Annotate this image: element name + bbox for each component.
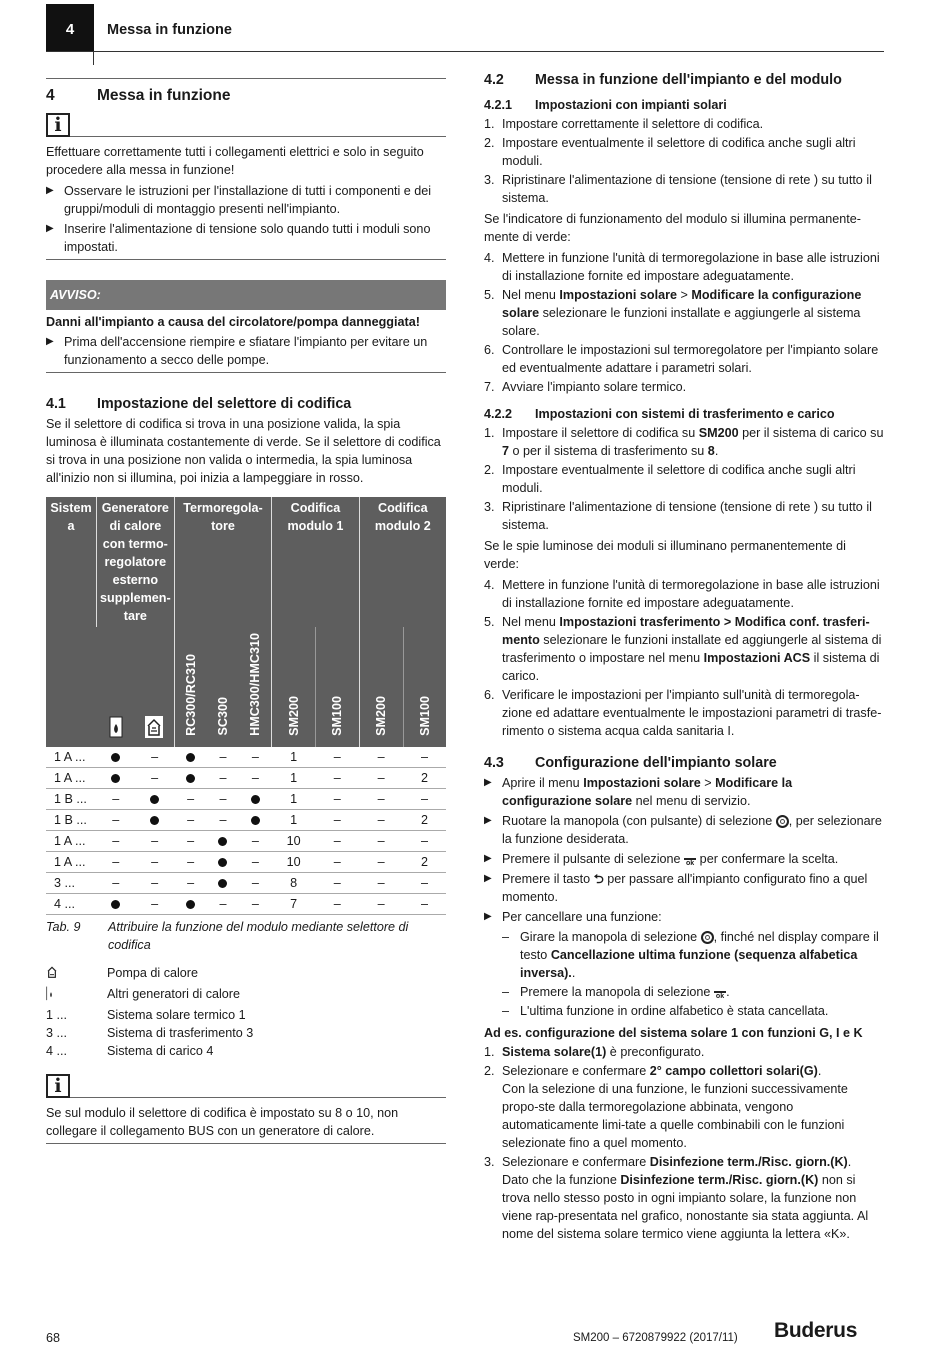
list-item: 6. Controllare le impostazioni sul termoregolatore per l'impianto solare ed eventualmente adattare i parametri solari.: [484, 343, 879, 375]
bullet-arrow-icon: ▶: [484, 911, 492, 922]
filled-dot-icon: [111, 753, 120, 762]
table-cell: –: [174, 789, 207, 810]
filled-dot-icon: [111, 774, 120, 783]
flame-icon: [97, 627, 136, 747]
section-4-2-heading: 4.2 Messa in funzione dell'impianto e del modulo: [484, 72, 842, 88]
table-cell: [239, 789, 272, 810]
table-cell: 1: [272, 789, 316, 810]
table-cell: [207, 831, 239, 852]
section-4-1-text: Se il selettore di codifica si trova in una posizione valida, la spia luminosa è illuminata costantemente di verde. Se il selettore di codifica si trova in una posizione non valida o intermedia, la spia luminosa all'inizio non si illumina, poi inizia a lampeggiare in rosso.: [46, 417, 441, 485]
bullet-arrow-icon: ▶: [484, 873, 492, 884]
paragraph: Se le spie luminose dei moduli si illuminano permanentemente di verde:: [484, 539, 846, 571]
chapter-number: 4: [65, 21, 75, 38]
left-column: [46, 78, 446, 1144]
legend-item: Pompa di calore: [46, 964, 446, 985]
table-cell: 7: [272, 894, 316, 915]
sub-sm100-1: SM100: [315, 627, 359, 747]
list-item: 2. Impostare eventualmente il selettore di codifica anche sugli altri moduli.: [484, 463, 856, 495]
table-cell: –: [359, 894, 403, 915]
table-cell: 10: [272, 852, 316, 873]
heat-pump-icon: [135, 627, 174, 747]
selector-knob-icon: [701, 931, 714, 944]
list-item: 4. Mettere in funzione l'unità di termoregolazione in base alle istruzioni di installazione fornite ed impostare adeguatamente.: [484, 251, 880, 283]
notice-heading: Danni all'impianto a causa del circolatore/pompa danneggiata!: [46, 315, 420, 329]
header-tick: [93, 51, 94, 65]
table-cell: –: [174, 831, 207, 852]
filled-dot-icon: [150, 795, 159, 804]
table-cell: –: [174, 852, 207, 873]
bullet-item: ▶ Premere il pulsante di selezione ok per confermare la scelta.: [484, 852, 839, 867]
table-cell: –: [97, 873, 136, 894]
section-rule: [46, 78, 446, 79]
example-heading: Ad es. configurazione del sistema solare 1 con funzioni G, I e K: [484, 1026, 863, 1040]
bullet-item: ▶ Ruotare la manopola (con pulsante) di selezione , per selezionare la funzione desiderata.: [484, 814, 882, 846]
table-cell: –: [135, 852, 174, 873]
table-cell: –: [315, 873, 359, 894]
section-4-3-heading: 4.3 Configurazione dell'impianto solare: [484, 755, 777, 771]
table-cell: –: [239, 852, 272, 873]
table-cell: –: [97, 852, 136, 873]
flame-icon: [46, 985, 107, 1006]
filled-dot-icon: [111, 900, 120, 909]
cell-sistema: 1 B ...: [46, 810, 97, 831]
filled-dot-icon: [186, 753, 195, 762]
cell-sistema: 4 ...: [46, 894, 97, 915]
table-cell: 8: [272, 873, 316, 894]
bullet-arrow-icon: ▶: [484, 815, 492, 826]
section-4-2-2-heading: 4.2.2 Impostazioni con sistemi di trasferimento e carico: [484, 407, 835, 421]
list-item: 4. Mettere in funzione l'unità di termoregolazione in base alle istruzioni di installazione fornite ed impostare adeguatamente.: [484, 578, 880, 610]
filled-dot-icon: [218, 879, 227, 888]
list-item: 6. Verificare le impostazioni per l'impianto sull'unità di termoregola-zione ed adattare eventualmente le impostazioni parametri di trasfe-rimento o sistema acqua calda sanitaria I.: [484, 688, 882, 738]
table-cell: –: [359, 852, 403, 873]
ok-button-icon: ok: [686, 860, 695, 867]
table-row: [46, 873, 446, 894]
list-item: 1. Sistema solare(1) è preconfigurato.: [484, 1045, 705, 1059]
cell-sistema: 1 A ...: [46, 831, 97, 852]
table-cell: –: [97, 810, 136, 831]
table-cell: –: [239, 768, 272, 789]
dash-item: – Girare la manopola di selezione , finché nel display compare il testo Cancellazione ultima funzione (sequenza alfabetica inversa)..: [502, 930, 879, 980]
table-cell: [174, 747, 207, 768]
table-cell: –: [315, 747, 359, 768]
bullet-item: ▶ Inserire l'alimentazione di tensione solo quando tutti i moduli sono impostati.: [46, 222, 431, 254]
table-cell: –: [239, 831, 272, 852]
table-cell: –: [207, 894, 239, 915]
table-cell: –: [97, 831, 136, 852]
list-item: 3. Selezionare e confermare Disinfezione term./Risc. giorn.(K). Dato che la funzione Disinfezione term./Risc. giorn.(K) non si trova nello stesso posto in ogni impianto solare, la funzione non viene rap-presentata nel grafico, nonostante sia stata aggiunta. Al nome del sistema solare termico viene aggiunta la lettera «K».: [484, 1155, 869, 1241]
list-item: 1. Impostare correttamente il selettore di codifica.: [484, 117, 764, 131]
bullet-arrow-icon: ▶: [46, 223, 54, 234]
sub-sm200-1: SM200: [272, 627, 316, 747]
table-cell: –: [207, 768, 239, 789]
sub-sm200-2: SM200: [359, 627, 403, 747]
list-item: 1. Impostare il selettore di codifica su SM200 per il sistema di carico su 7 o per il sistema di trasferimento su 8.: [484, 426, 884, 458]
table-cell: [97, 747, 136, 768]
info-text: Effettuare correttamente tutti i collegamenti elettrici e solo in seguito procedere alla messa in funzione!: [46, 145, 424, 177]
running-header-title: Messa in funzione: [107, 22, 232, 38]
bullet-item: ▶ Prima dell'accensione riempire e sfiatare l'impianto per evitare un funzionamento a secco delle pompe.: [46, 335, 428, 367]
table-cell: –: [174, 810, 207, 831]
table-cell: –: [359, 810, 403, 831]
coding-table: [46, 497, 446, 915]
table-cell: –: [135, 747, 174, 768]
list-item: 5. Nel menu Impostazioni solare > Modificare la configurazione solare selezionare le funzioni installate e aggiungerle al sistema solare.: [484, 288, 862, 338]
header-rule: [46, 51, 884, 52]
list-item: 2. Impostare eventualmente il selettore di codifica anche sugli altri moduli.: [484, 136, 856, 168]
filled-dot-icon: [218, 858, 227, 867]
table-caption: Tab. 9 Attribuire la funzione del modulo mediante selettore di codifica: [46, 920, 409, 952]
filled-dot-icon: [186, 900, 195, 909]
table-cell: –: [239, 747, 272, 768]
table-cell: –: [207, 810, 239, 831]
bullet-arrow-icon: ▶: [484, 777, 492, 788]
table-row: [46, 894, 446, 915]
dash-item: – Premere la manopola di selezione ok .: [502, 985, 730, 1000]
sub-hmc300: HMC300/HMC310: [239, 627, 272, 747]
table-row: [46, 747, 446, 768]
table-cell: 1: [272, 810, 316, 831]
table-cell: –: [359, 873, 403, 894]
filled-dot-icon: [186, 774, 195, 783]
dash-item: – L'ultima funzione in ordine alfabetico è stata cancellata.: [502, 1004, 829, 1018]
table-cell: –: [403, 789, 446, 810]
table-cell: –: [135, 831, 174, 852]
notice-label: AVVISO:: [46, 280, 446, 310]
filled-dot-icon: [251, 795, 260, 804]
list-item: 2. Selezionare e confermare 2° campo collettori solari(G). Con la selezione di una funzione, le funzioni successivamente propo-ste dalla termoregolazione abbinata, vengono automaticamente limi-tate a quelle combinabili con le funzioni selezionate fino a quel momento.: [484, 1064, 848, 1150]
table-cell: –: [359, 789, 403, 810]
table-cell: –: [403, 873, 446, 894]
cell-sistema: 1 A ...: [46, 768, 97, 789]
table-row: [46, 831, 446, 852]
table-cell: [207, 852, 239, 873]
bullet-item: ▶ Per cancellare una funzione:: [484, 910, 662, 924]
list-item: 3. Ripristinare l'alimentazione di tensione (tensione di rete ) su tutto il sistema.: [484, 500, 872, 532]
table-cell: –: [403, 747, 446, 768]
table-cell: –: [315, 810, 359, 831]
selector-knob-icon: [776, 815, 789, 828]
table-cell: –: [359, 831, 403, 852]
table-row: [46, 789, 446, 810]
table-cell: –: [315, 894, 359, 915]
table-cell: –: [97, 789, 136, 810]
coding-table-body: [46, 747, 446, 915]
table-cell: 1: [272, 768, 316, 789]
table-cell: 1: [272, 747, 316, 768]
ok-button-icon: ok: [715, 993, 725, 1000]
legend-item: 3 ... Sistema di trasferimento 3: [46, 1026, 254, 1040]
table-cell: [97, 768, 136, 789]
bullet-item: ▶ Osservare le istruzioni per l'installazione di tutti i componenti e dei gruppi/moduli di montaggio presenti nell'impianto.: [46, 184, 432, 216]
sub-rc300: RC300/RC310: [174, 627, 207, 747]
bullet-item: ▶ Aprire il menu Impostazioni solare > Modificare la configurazione solare nel menu di servizio.: [484, 776, 793, 808]
info-box-2: [46, 1074, 446, 1098]
table-cell: [135, 810, 174, 831]
table-cell: –: [315, 789, 359, 810]
table-cell: –: [403, 831, 446, 852]
table-cell: –: [135, 894, 174, 915]
table-cell: [97, 894, 136, 915]
bullet-item: ▶ Premere il tasto ⮌ per passare all'impianto configurato fino a quel momento.: [484, 872, 868, 904]
table-row: [46, 768, 446, 789]
table-cell: –: [403, 894, 446, 915]
right-column: [484, 71, 884, 1244]
sub-sc300: SC300: [207, 627, 239, 747]
table-cell: 10: [272, 831, 316, 852]
bullet-arrow-icon: ▶: [46, 336, 54, 347]
table-cell: [174, 768, 207, 789]
info-box: [46, 113, 446, 137]
document-id: SM200 – 6720879922 (2017/11): [573, 1332, 738, 1344]
chapter-number-box: [46, 4, 94, 52]
table-cell: –: [239, 894, 272, 915]
cell-sistema: 1 A ...: [46, 852, 97, 873]
cell-sistema: 1 A ...: [46, 747, 97, 768]
legend-item: Altri generatori di calore: [46, 985, 446, 1006]
back-arrow-icon: ⮌: [593, 872, 604, 886]
table-cell: –: [207, 789, 239, 810]
filled-dot-icon: [251, 816, 260, 825]
section-4-heading: 4 Messa in funzione: [46, 87, 231, 104]
col-codifica-1: Codifica modulo 1: [272, 497, 359, 627]
legend-item: 1 ... Sistema solare termico 1: [46, 1008, 246, 1022]
table-cell: –: [239, 873, 272, 894]
col-codifica-2: Codifica modulo 2: [359, 497, 446, 627]
table-row: [46, 810, 446, 831]
table-cell: 2: [403, 810, 446, 831]
table-cell: –: [135, 873, 174, 894]
info-text-2: Se sul modulo il selettore di codifica è impostato su 8 o 10, non collegare il collegamento BUS con un generatore di calore.: [46, 1106, 399, 1138]
brand-logo: Buderus: [774, 1319, 858, 1342]
table-cell: [135, 789, 174, 810]
col-termoregolatore: Termoregola-tore: [174, 497, 272, 627]
table-cell: 2: [403, 768, 446, 789]
table-cell: [174, 894, 207, 915]
heat-pump-icon: [46, 964, 107, 985]
table-cell: [207, 873, 239, 894]
table-cell: –: [359, 747, 403, 768]
bullet-arrow-icon: ▶: [484, 853, 492, 864]
table-cell: –: [207, 747, 239, 768]
table-cell: –: [359, 768, 403, 789]
page-number: 68: [46, 1331, 61, 1345]
table-cell: –: [315, 768, 359, 789]
list-item: 7. Avviare l'impianto solare termico.: [484, 380, 687, 394]
paragraph: Se l'indicatore di funzionamento del modulo si illumina permanente-mente di verde:: [484, 212, 861, 244]
table-cell: 2: [403, 852, 446, 873]
section-4-1-heading: 4.1 Impostazione del selettore di codifica: [46, 396, 352, 412]
sub-sm100-2: SM100: [403, 627, 446, 747]
legend-item: 4 ... Sistema di carico 4: [46, 1044, 214, 1058]
list-item: 3. Ripristinare l'alimentazione di tensione (tensione di rete ) su tutto il sistema.: [484, 173, 872, 205]
table-cell: –: [315, 852, 359, 873]
table-row: [46, 852, 446, 873]
bullet-arrow-icon: ▶: [46, 185, 54, 196]
cell-sistema: 1 B ...: [46, 789, 97, 810]
section-4-2-1-heading: 4.2.1 Impostazioni con impianti solari: [484, 98, 727, 112]
table-cell: –: [174, 873, 207, 894]
filled-dot-icon: [150, 816, 159, 825]
table-cell: –: [315, 831, 359, 852]
filled-dot-icon: [218, 837, 227, 846]
cell-sistema: 3 ...: [46, 873, 97, 894]
col-generatore: Generatore di calore con termo-regolatore esterno supplemen-tare: [97, 497, 175, 627]
info-icon: i: [46, 1074, 70, 1098]
info-icon: i: [46, 113, 70, 137]
table-cell: –: [135, 768, 174, 789]
col-sistema: Sistem a: [46, 497, 97, 747]
table-cell: [239, 810, 272, 831]
list-item: 5. Nel menu Impostazioni trasferimento > Modifica conf. trasferi-mento selezionare le funzioni installate ed aggiungerle al sistema di trasferimento o impostare nel menu Impostazioni ACS il sistema di carico.: [484, 615, 882, 683]
